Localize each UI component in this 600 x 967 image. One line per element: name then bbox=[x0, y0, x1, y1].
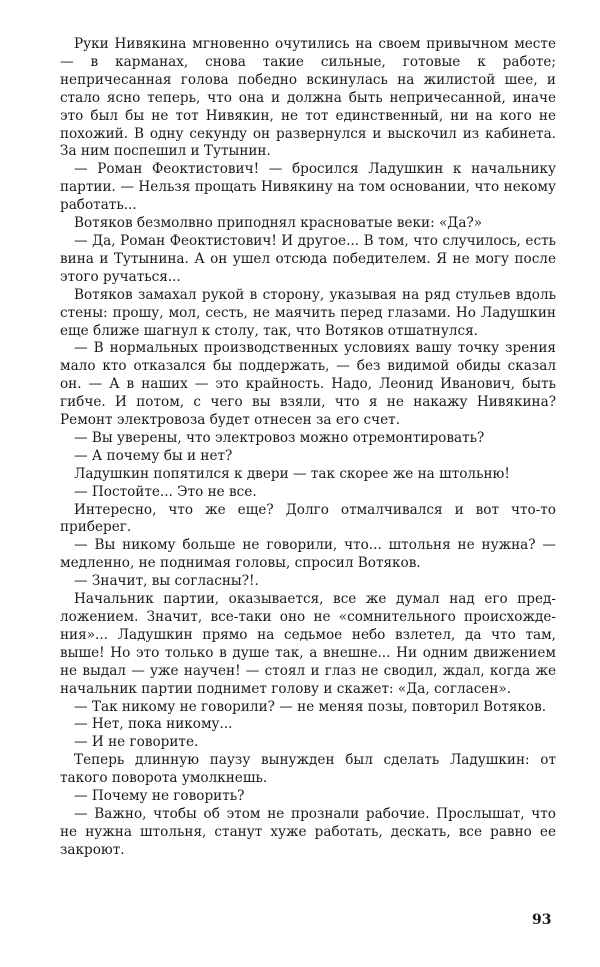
paragraph: — Роман Феоктистович! — бросился Ладушкин к начальнику партии. — Нельзя прощать Нивякину на том основании, что некому работать... bbox=[60, 161, 556, 214]
paragraph: — И не говорите. bbox=[74, 734, 199, 751]
paragraph: — Нет, пока никому... bbox=[74, 716, 233, 733]
paragraph: — Вы никому больше не говорили, что... штольня не нужна? — медленно, не поднимая головы, спросил Вотяков. bbox=[60, 537, 556, 572]
paragraph: Руки Нивякина мгновенно очутились на своем привычном месте — в карманах, снова такие сильные, готовые к работе; непричесанная голова победно вскинулась на жилистой шее, и стало ясно теперь, что она и должна быть непричесанной, иначе это был бы не тот Нивякин, не тот единственный, ни на кого не похожий. В одну секунду он развернулся и выскочил из кабинета. За ним поспешил и Тутынин. bbox=[60, 36, 556, 160]
paragraph: Теперь длинную паузу вынужден был сделать Ладушкин: от такого поворота умолкнешь. bbox=[60, 752, 556, 787]
paragraph: — Почему не говорить? bbox=[74, 788, 245, 805]
paragraph: Интересно, что же еще? Долго отмалчивался и вот что-то приберег. bbox=[60, 501, 556, 536]
paragraph: Ладушкин попятился к двери — так скорее же на штольню! bbox=[74, 465, 510, 482]
paragraph: — В нормальных производственных условиях вашу точку зрения мало кто отказался бы поддержать, — без видимой обиды сказал он. — А в наших — это крайность. Надо, Леонид Иванович, быть гибче. И потом, с чего вы взяли, что я не накажу Нивякина? Ремонт электровоза будет отнесен за его счет. bbox=[60, 340, 556, 429]
paragraph: Вотяков безмолвно приподнял красноватые веки: «Да?» bbox=[74, 215, 483, 232]
paragraph: — Постойте... Это не все. bbox=[74, 483, 257, 500]
paragraph: Начальник партии, оказывается, все же думал над его предложением. Значит, все-таки оно не «сомнительного происхождения»... Ладушкин прямо на седьмое небо взлетел, да что там, выше! Но это только в душе так, а внешне... Ни одним движением не выдал — уже научен! — стоял и глаз не сводил, ждал, когда же начальник партии поднимет голову и скажет: «Да, согласен». bbox=[60, 591, 556, 697]
page-text bbox=[60, 36, 556, 860]
paragraph: Вотяков замахал рукой в сторону, указывая на ряд стульев вдоль стены: прошу, мол, сесть, не маячить перед глазами. Но Ладушкин еще ближе шагнул к столу, так, что Вотяков отшатнулся. bbox=[60, 286, 556, 339]
page-number: 93 bbox=[532, 912, 552, 928]
paragraph: — А почему бы и нет? bbox=[74, 447, 233, 464]
paragraph: — Значит, вы согласны?!. bbox=[74, 573, 259, 590]
paragraph: — Вы уверены, что электровоз можно отремонтировать? bbox=[74, 429, 485, 446]
paragraph: — Важно, чтобы об этом не прознали рабочие. Прослышат, что не нужна штольня, станут хуже работать, дескать, все равно ее закроют. bbox=[60, 805, 556, 858]
paragraph: — Да, Роман Феоктистович! И другое... В том, что случилось, есть вина и Тутынина. А он ушел отсюда победителем. Я не могу после этого ручаться... bbox=[60, 232, 556, 285]
paragraph: — Так никому не говорили? — не меняя позы, повторил Вотяков. bbox=[74, 698, 547, 715]
